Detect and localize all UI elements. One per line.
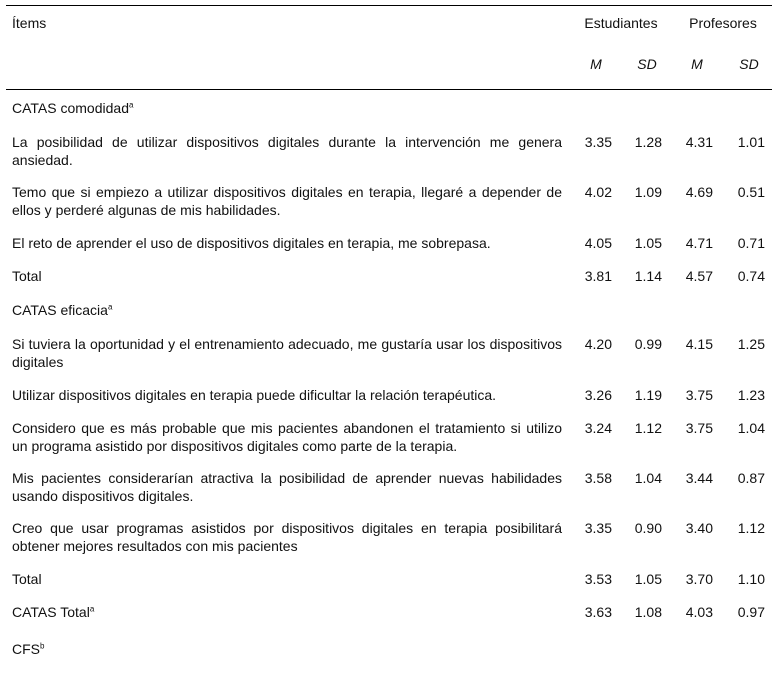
table-row-label: Creo que usar programas asistidos por dispositivos digitales en terapia posibilitará obtener mejores resultados con mis pacientes: [12, 520, 562, 554]
students-sd: 1.05: [634, 571, 662, 587]
students-m: 4.20: [584, 336, 612, 352]
col-header-sd1: SD: [637, 56, 657, 72]
students-sd: 0.90: [634, 520, 662, 536]
students-m: 3.24: [584, 420, 612, 436]
table-row-label: El reto de aprender el uso de dispositivos digitales en terapia, me sobrepasa.: [12, 235, 491, 251]
header-rule: [6, 89, 772, 90]
table-row-label: Considero que es más probable que mis pacientes abandonen el tratamiento si utilizo un programa asistido por dispositivos digitales como parte de la terapia.: [12, 420, 562, 454]
table-row-label: Total: [12, 571, 42, 587]
table-row-label: Si tuviera la oportunidad y el entrenamiento adecuado, me gustaría usar los dispositivos digitales: [12, 336, 562, 370]
teachers-m: 3.75: [685, 420, 713, 436]
items-header: Ítems: [12, 15, 47, 31]
students-sd: 1.19: [634, 387, 662, 403]
students-m: 3.58: [584, 470, 612, 486]
students-m: 3.35: [584, 134, 612, 150]
table-row-label: Utilizar dispositivos digitales en terapia puede dificultar la relación terapéutica.: [12, 387, 497, 403]
teachers-m: 3.75: [685, 387, 713, 403]
teachers-m: 3.44: [685, 470, 713, 486]
col-header-m2: M: [691, 56, 703, 72]
group-header-teachers: Profesores: [689, 15, 757, 31]
teachers-sd: 1.04: [737, 420, 765, 436]
students-m: 3.63: [584, 604, 612, 620]
table-row-label: CATAS Total$^a$: [12, 604, 95, 620]
col-header-m1: M: [590, 56, 602, 72]
teachers-sd: 0.74: [737, 268, 765, 284]
table-row-label: La posibilidad de utilizar dispositivos digitales durante la intervención me genera ansiedad.: [12, 134, 562, 168]
teachers-m: 4.31: [685, 134, 713, 150]
teachers-sd: 1.01: [737, 134, 765, 150]
teachers-m: 4.69: [685, 184, 713, 200]
teachers-sd: 0.97: [737, 604, 765, 620]
top-rule: [6, 5, 772, 6]
table-row-label: Total: [12, 268, 42, 284]
group-header-students: Estudiantes: [584, 15, 658, 31]
students-sd: 1.08: [634, 604, 662, 620]
teachers-sd: 0.87: [737, 470, 765, 486]
teachers-sd: 0.71: [737, 235, 765, 251]
students-sd: 1.04: [634, 470, 662, 486]
teachers-m: 3.40: [685, 520, 713, 536]
teachers-m: 4.15: [685, 336, 713, 352]
teachers-m: 4.03: [685, 604, 713, 620]
students-sd: 1.28: [634, 134, 662, 150]
students-sd: 1.09: [634, 184, 662, 200]
col-header-sd2: SD: [739, 56, 759, 72]
students-m: 3.35: [584, 520, 612, 536]
teachers-sd: 0.51: [737, 184, 765, 200]
section-title: CATAS eficacia$^a$: [12, 302, 113, 318]
students-m: 3.53: [584, 571, 612, 587]
teachers-m: 3.70: [685, 571, 713, 587]
students-sd: 1.12: [634, 420, 662, 436]
table-row-label: Temo que si empiezo a utilizar dispositivos digitales en terapia, llegaré a depender de ellos y perderé algunas de mis habilidades.: [12, 184, 562, 218]
students-m: 3.26: [584, 387, 612, 403]
students-m: 3.81: [584, 268, 612, 284]
teachers-sd: 1.10: [737, 571, 765, 587]
teachers-m: 4.71: [685, 235, 713, 251]
students-m: 4.02: [584, 184, 612, 200]
table-row-label: Mis pacientes considerarían atractiva la posibilidad de aprender nuevas habilidades usando dispositivos digitales.: [12, 470, 562, 504]
teachers-sd: 1.25: [737, 336, 765, 352]
students-sd: 1.05: [634, 235, 662, 251]
students-sd: 0.99: [634, 336, 662, 352]
section-title: CATAS comodidad$^a$: [12, 100, 134, 116]
teachers-m: 4.57: [685, 268, 713, 284]
teachers-sd: 1.12: [737, 520, 765, 536]
students-sd: 1.14: [634, 268, 662, 284]
section-title: CFS$^b$: [12, 641, 45, 657]
teachers-sd: 1.23: [737, 387, 765, 403]
students-m: 4.05: [584, 235, 612, 251]
